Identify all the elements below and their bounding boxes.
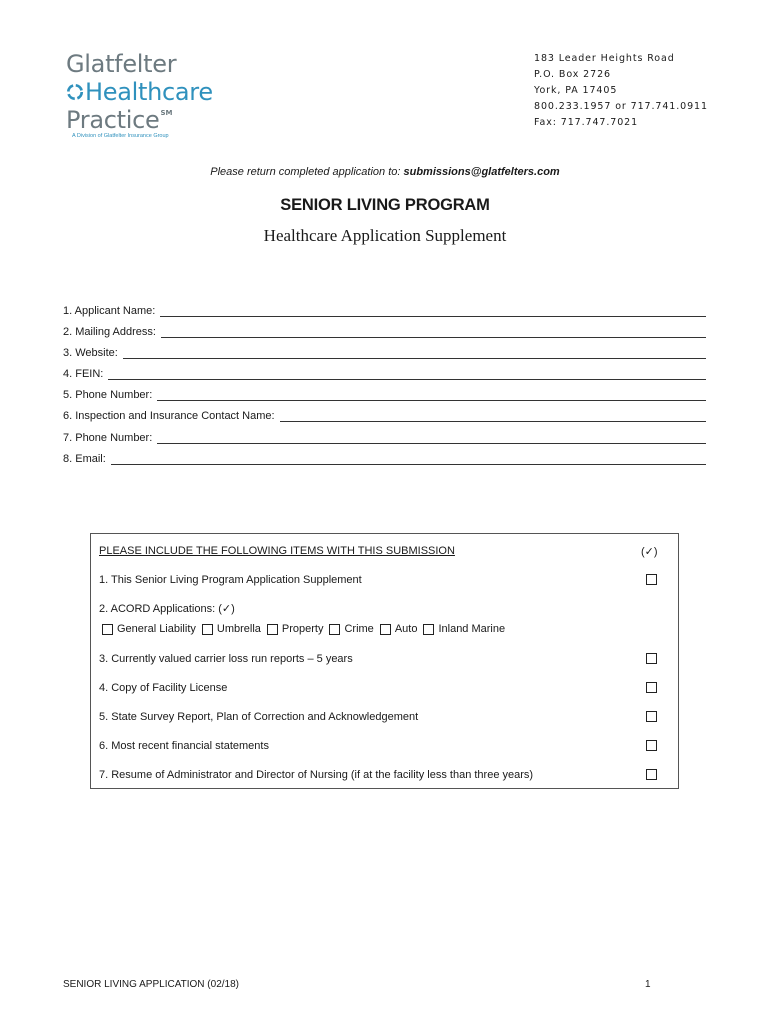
field-label: 6. Inspection and Insurance Contact Name: bbox=[63, 410, 275, 422]
company-logo bbox=[66, 52, 266, 144]
address-fax: Fax: 717.747.7021 bbox=[534, 117, 639, 128]
field-label: 5. Phone Number: bbox=[63, 389, 153, 401]
checkmark-column-header: (✓) bbox=[641, 546, 658, 558]
checkbox-item-7[interactable] bbox=[646, 769, 657, 780]
logo-practice-text: Practice bbox=[66, 106, 160, 134]
checkbox[interactable] bbox=[423, 624, 434, 635]
option-label: Umbrella bbox=[216, 623, 261, 635]
checklist-item-2: 2. ACORD Applications: (✓) bbox=[99, 603, 235, 615]
address-city: York, PA 17405 bbox=[534, 85, 618, 96]
field-label: 8. Email: bbox=[63, 453, 106, 465]
return-text: Please return completed application to: bbox=[210, 166, 404, 178]
checkbox[interactable] bbox=[380, 624, 391, 635]
contact-phone-field bbox=[63, 430, 706, 444]
logo-line-practice bbox=[66, 108, 172, 132]
field-label: 7. Phone Number: bbox=[63, 432, 153, 444]
submission-checklist bbox=[90, 533, 679, 789]
phone-number-field bbox=[63, 387, 706, 401]
option-label: Property bbox=[281, 623, 324, 635]
logo-healthcare-text: Healthcare bbox=[85, 78, 213, 106]
checkbox[interactable] bbox=[202, 624, 213, 635]
checkbox-item-1[interactable] bbox=[646, 574, 657, 585]
document-subtitle: Healthcare Application Supplement bbox=[263, 226, 507, 245]
submission-email: submissions@glatfelters.com bbox=[403, 166, 560, 178]
option-label: Crime bbox=[344, 623, 374, 635]
email-input[interactable] bbox=[111, 454, 706, 465]
checklist-item-1: 1. This Senior Living Program Application Supplement bbox=[99, 574, 362, 586]
checkbox-item-6[interactable] bbox=[646, 740, 657, 751]
logo-tagline: A Division of Glatfelter Insurance Group bbox=[72, 133, 169, 139]
logo-mark-icon bbox=[66, 81, 84, 103]
acord-options bbox=[102, 623, 511, 635]
contact-phone-input[interactable] bbox=[157, 433, 706, 444]
mailing-address-field bbox=[63, 324, 706, 338]
checkbox[interactable] bbox=[329, 624, 340, 635]
address-po-box: P.O. Box 2726 bbox=[534, 69, 611, 80]
contact-name-input[interactable] bbox=[280, 411, 706, 422]
checklist-item-4: 4. Copy of Facility License bbox=[99, 682, 228, 694]
checkbox-item-5[interactable] bbox=[646, 711, 657, 722]
option-label: Inland Marine bbox=[438, 623, 506, 635]
checklist-item-7: 7. Resume of Administrator and Director of Nursing (if at the facility less than three years) bbox=[99, 769, 534, 781]
company-address bbox=[534, 51, 708, 131]
option-label: Auto bbox=[394, 623, 418, 635]
acord-option-umbrella[interactable] bbox=[202, 623, 261, 635]
field-label: 4. FEIN: bbox=[63, 368, 104, 380]
checkbox-item-4[interactable] bbox=[646, 682, 657, 693]
applicant-name-field bbox=[63, 303, 706, 317]
acord-option-property[interactable] bbox=[267, 623, 324, 635]
checkbox[interactable] bbox=[102, 624, 113, 635]
logo-line-glatfelter: Glatfelter bbox=[66, 50, 177, 78]
email-field bbox=[63, 451, 706, 465]
checklist-item-3: 3. Currently valued carrier loss run reports – 5 years bbox=[99, 653, 353, 665]
checklist-header: PLEASE INCLUDE THE FOLLOWING ITEMS WITH THIS SUBMISSION bbox=[99, 545, 455, 557]
fein-input[interactable] bbox=[108, 369, 706, 380]
return-instruction bbox=[0, 166, 770, 178]
acord-option-inland-marine[interactable] bbox=[423, 623, 505, 635]
logo-line-healthcare bbox=[66, 80, 213, 104]
page-number: 1 bbox=[645, 979, 651, 990]
contact-name-field bbox=[63, 408, 706, 422]
footer-form-id: SENIOR LIVING APPLICATION (02/18) bbox=[63, 979, 239, 990]
acord-option-crime[interactable] bbox=[329, 623, 373, 635]
service-mark: SM bbox=[160, 109, 173, 117]
option-label: General Liability bbox=[117, 623, 196, 635]
phone-number-input[interactable] bbox=[157, 390, 706, 401]
checkbox-item-3[interactable] bbox=[646, 653, 657, 664]
checklist-item-6: 6. Most recent financial statements bbox=[99, 740, 269, 752]
mailing-address-input[interactable] bbox=[161, 327, 706, 338]
website-field bbox=[63, 345, 706, 359]
website-input[interactable] bbox=[123, 348, 706, 359]
field-label: 2. Mailing Address: bbox=[63, 326, 156, 338]
acord-option-auto[interactable] bbox=[380, 623, 418, 635]
checklist-item-5: 5. State Survey Report, Plan of Correction and Acknowledgement bbox=[99, 711, 419, 723]
field-label: 3. Website: bbox=[63, 347, 118, 359]
checkbox[interactable] bbox=[267, 624, 278, 635]
field-label: 1. Applicant Name: bbox=[63, 305, 156, 317]
acord-option-general-liability[interactable] bbox=[102, 623, 196, 635]
fein-field bbox=[63, 366, 706, 380]
applicant-name-input[interactable] bbox=[160, 306, 706, 317]
address-street: 183 Leader Heights Road bbox=[534, 53, 675, 64]
document-title: SENIOR LIVING PROGRAM bbox=[280, 196, 490, 214]
address-phone: 800.233.1957 or 717.741.0911 bbox=[534, 101, 708, 112]
